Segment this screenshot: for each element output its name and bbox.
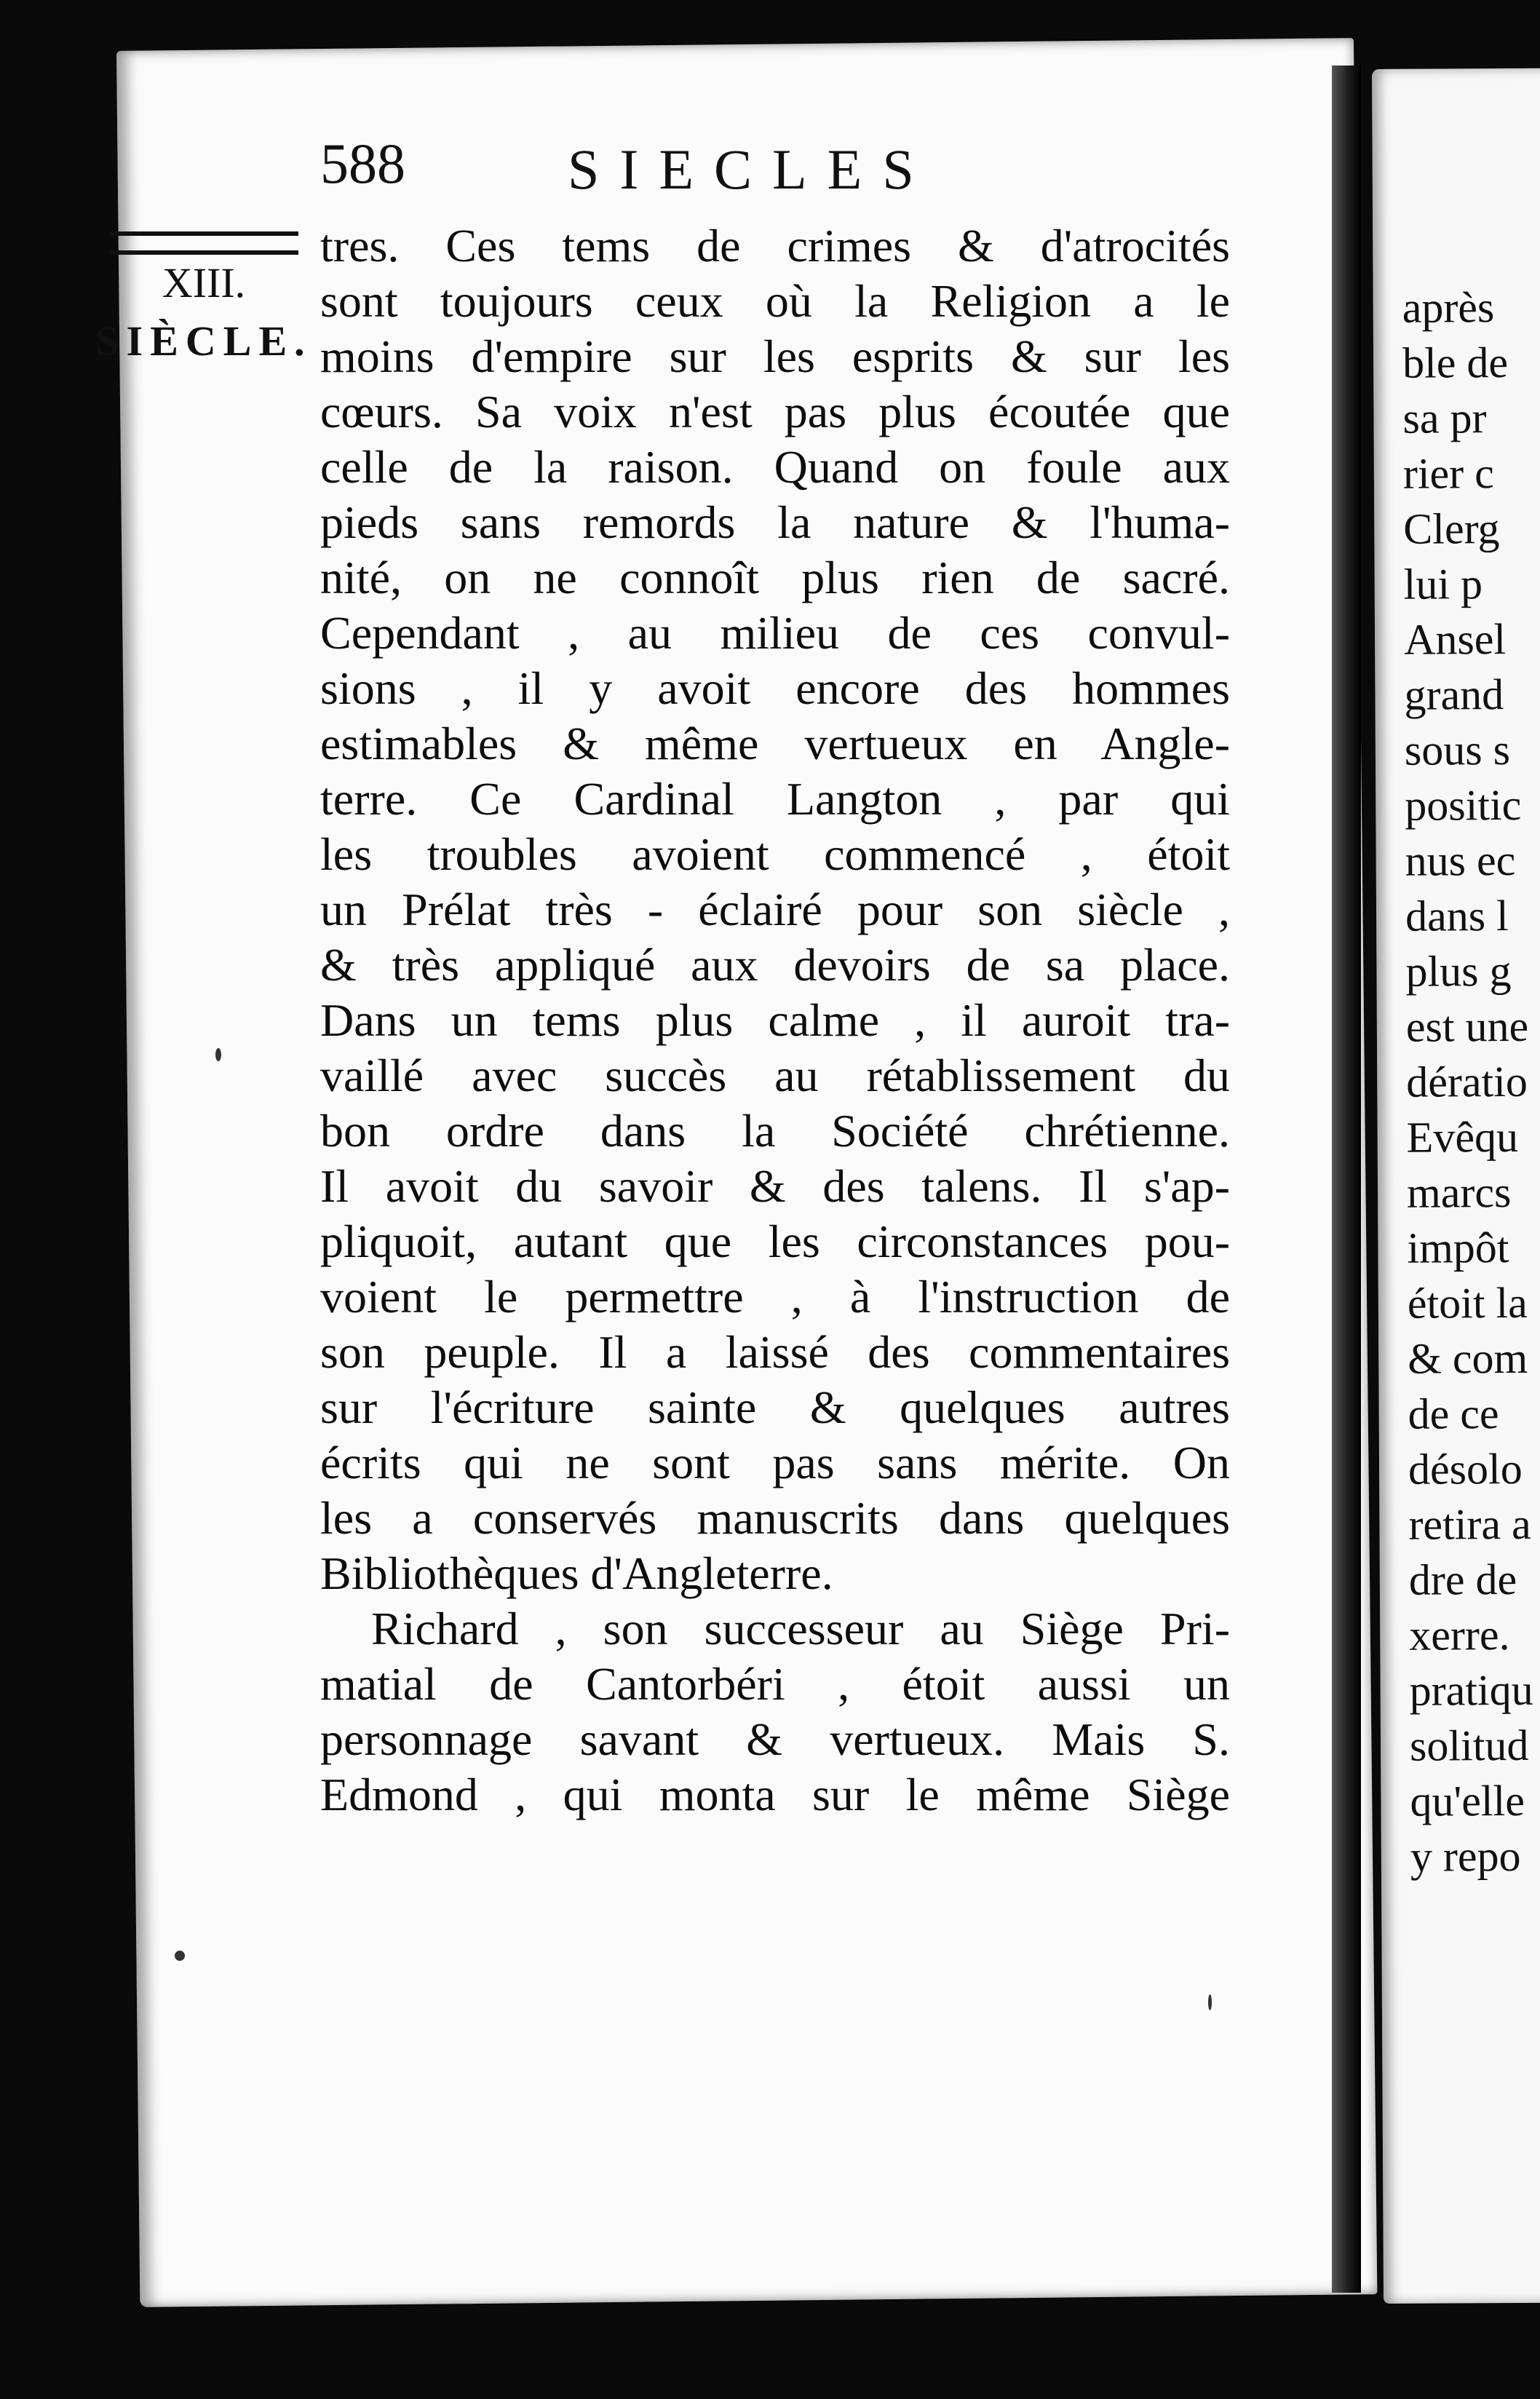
right-page-line: impôt bbox=[1407, 1224, 1509, 1272]
right-page-line: étoit la bbox=[1407, 1278, 1528, 1328]
right-page-line: rier c bbox=[1402, 449, 1494, 498]
text-line: estimables & même vertueux en Angle- bbox=[320, 718, 1230, 769]
text-line: voient le permettre , à l'instruction de bbox=[320, 1271, 1230, 1323]
text-line: Dans un tems plus calme , il auroit tra- bbox=[320, 994, 1230, 1046]
right-page-line: qu'elle bbox=[1410, 1776, 1525, 1825]
right-page-line: dans l bbox=[1405, 892, 1509, 940]
text-line: Il avoit du savoir & des talens. Il s'ap- bbox=[320, 1160, 1230, 1212]
text-line: écrits qui ne sont pas sans mérite. On bbox=[320, 1437, 1230, 1488]
margin-rule bbox=[109, 231, 298, 255]
right-page-line: lui p bbox=[1403, 560, 1483, 608]
right-page-line: dératio bbox=[1406, 1057, 1528, 1106]
text-line: & très appliqué aux devoirs de sa place. bbox=[320, 939, 1230, 991]
body-text bbox=[320, 218, 1230, 1823]
text-line: vaillé avec succès au rétablissement du bbox=[320, 1050, 1230, 1101]
page-number: 588 bbox=[320, 132, 405, 195]
margin-note-siecle: SIÈCLE. bbox=[95, 317, 312, 365]
text-line: sur l'écriture sainte & quelques autres bbox=[320, 1381, 1230, 1433]
text-line: Edmond , qui monta sur le même Siège bbox=[320, 1769, 1230, 1820]
right-page-line: Evêqu bbox=[1406, 1112, 1519, 1162]
margin-note-century: XIII. bbox=[162, 259, 246, 306]
text-line: Bibliothèques d'Angleterre. bbox=[320, 1547, 833, 1599]
text-line: Cependant , au milieu de ces convul- bbox=[320, 607, 1230, 659]
text-line: son peuple. Il a laissé des commentaires bbox=[320, 1326, 1230, 1378]
text-line: moins d'empire sur les esprits & sur les bbox=[320, 330, 1230, 382]
ink-speck bbox=[215, 1048, 221, 1061]
running-title: SIECLES bbox=[568, 138, 934, 201]
right-page-line: pratiqu bbox=[1409, 1665, 1533, 1715]
right-page-line: sa pr bbox=[1402, 394, 1487, 443]
right-page-text bbox=[1402, 279, 1540, 1884]
text-line: pieds sans remords la nature & l'huma- bbox=[320, 496, 1230, 548]
right-page-line: Ansel bbox=[1403, 615, 1507, 664]
right-page-line: retira a bbox=[1408, 1499, 1531, 1549]
right-page-line: ble de bbox=[1402, 338, 1509, 387]
text-line: terre. Ce Cardinal Langton , par qui bbox=[320, 773, 1230, 825]
right-page-line: nus ec bbox=[1405, 836, 1516, 885]
right-page-line: est une bbox=[1405, 1002, 1529, 1051]
right-page-line: marcs bbox=[1406, 1168, 1512, 1217]
ink-speck bbox=[1208, 1994, 1212, 2010]
text-line: celle de la raison. Quand on foule aux bbox=[320, 441, 1230, 493]
right-page-line: grand bbox=[1404, 670, 1504, 719]
text-line: cœurs. Sa voix n'est pas plus écoutée que bbox=[320, 386, 1230, 437]
text-line: matial de Cantorbéri , étoit aussi un bbox=[320, 1658, 1230, 1710]
book-gutter bbox=[1332, 66, 1361, 2293]
right-page-line: plus g bbox=[1405, 947, 1512, 996]
right-page-line: sous s bbox=[1404, 726, 1511, 774]
right-page-line: xerre. bbox=[1409, 1611, 1510, 1660]
text-line: bon ordre dans la Société chrétienne. bbox=[320, 1105, 1230, 1157]
right-page-line: positic bbox=[1405, 780, 1522, 830]
text-line: les a conservés manuscrits dans quelques bbox=[320, 1492, 1230, 1544]
right-page-line: de ce bbox=[1408, 1389, 1499, 1438]
right-page-line: Clerg bbox=[1403, 504, 1500, 553]
text-line: sions , il y avoit encore des hommes bbox=[320, 662, 1230, 714]
right-page-line: solitud bbox=[1409, 1721, 1529, 1770]
right-page-line: désolo bbox=[1408, 1444, 1523, 1494]
right-page bbox=[1372, 68, 1540, 2304]
right-page-line: après bbox=[1402, 283, 1495, 332]
text-line: personnage savant & vertueux. Mais S. bbox=[320, 1713, 1230, 1765]
text-line: pliquoit, autant que les circonstances pou- bbox=[320, 1216, 1230, 1267]
page-header bbox=[320, 131, 1048, 211]
text-line: un Prélat très - éclairé pour son siècle , bbox=[320, 884, 1230, 935]
right-page-line: dre de bbox=[1408, 1555, 1517, 1604]
right-page-line: & com bbox=[1408, 1333, 1528, 1383]
ink-speck bbox=[175, 1951, 185, 1961]
text-line: nité, on ne connoît plus rien de sacré. bbox=[320, 552, 1230, 603]
text-line: Richard , son successeur au Siège Pri- bbox=[371, 1603, 1230, 1654]
right-page-line: y repo bbox=[1410, 1831, 1521, 1881]
text-line: tres. Ces tems de crimes & d'atrocités bbox=[320, 220, 1230, 271]
text-line: sont toujours ceux où la Religion a le bbox=[320, 275, 1230, 327]
text-line: les troubles avoient commencé , étoit bbox=[320, 828, 1230, 880]
